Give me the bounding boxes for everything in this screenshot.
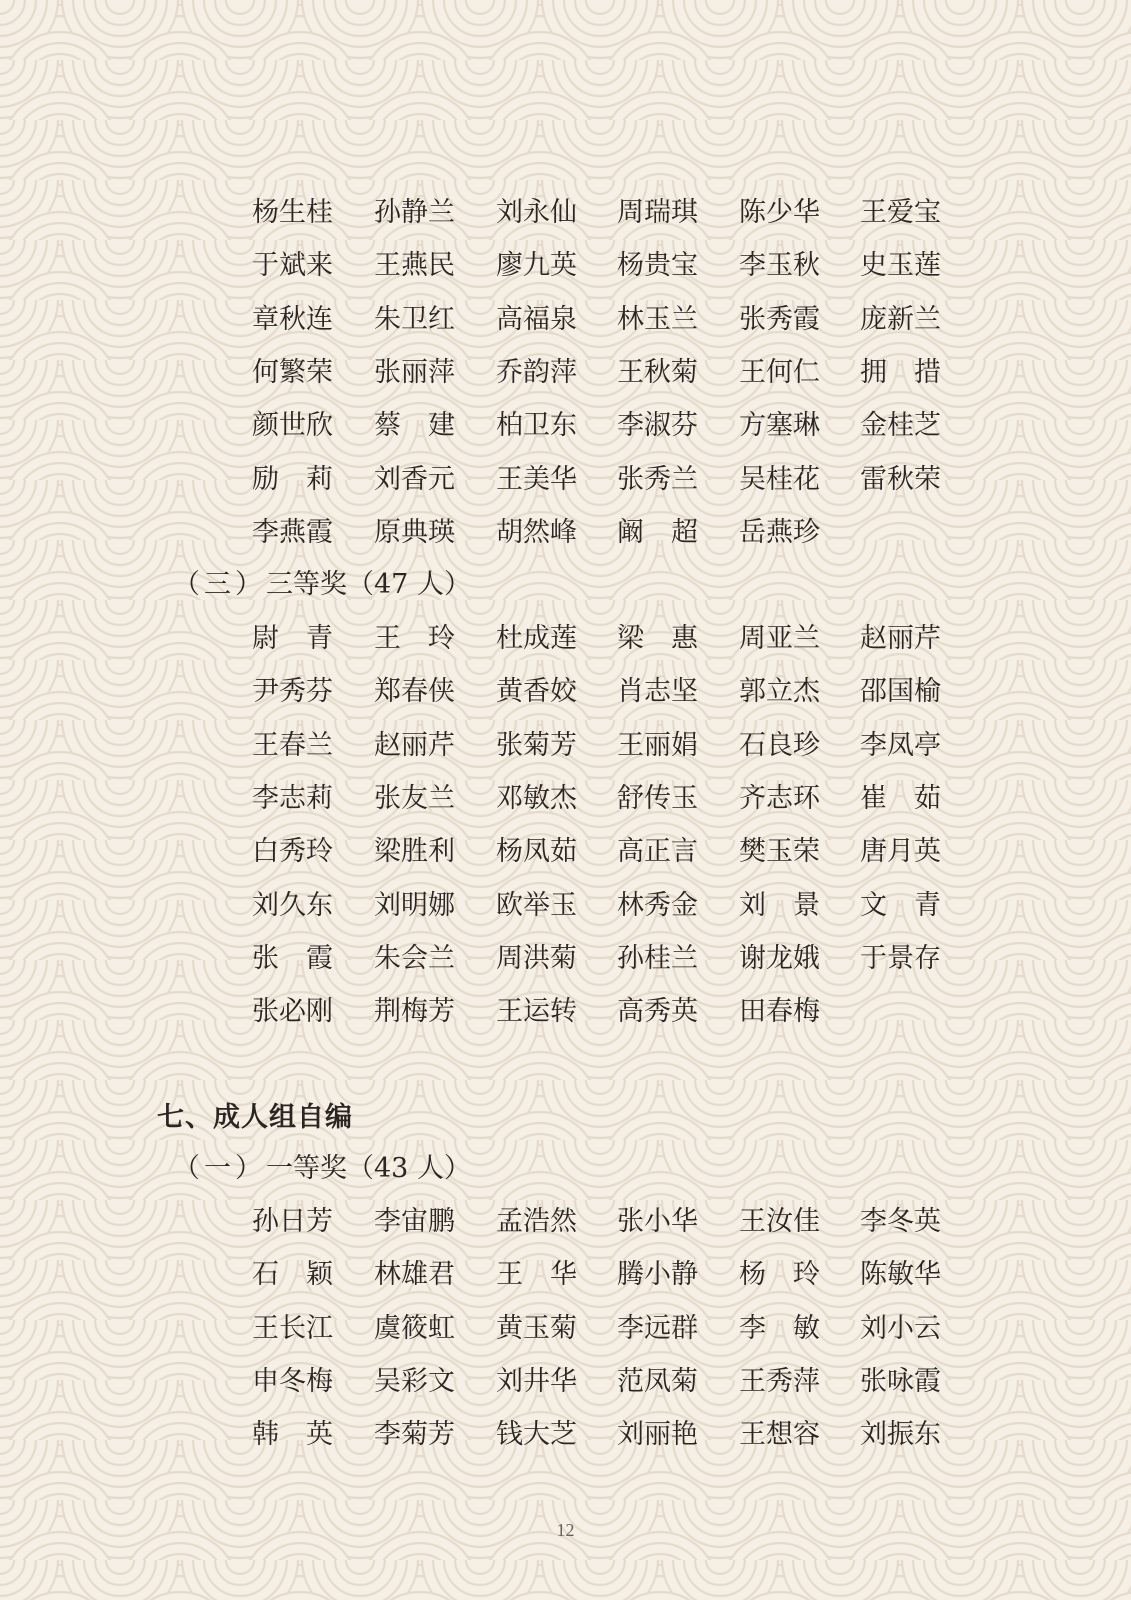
- name-row: [0, 1415, 1131, 1455]
- person-name: 吴桂花: [739, 463, 820, 495]
- person-name: 李宙鹏: [374, 1206, 455, 1237]
- name-row: [0, 672, 1131, 712]
- person-name: 王想容: [739, 1419, 820, 1451]
- person-name: 齐志环: [739, 782, 820, 814]
- person-name: 林玉兰: [617, 303, 698, 335]
- person-name: 乔韵萍: [496, 356, 577, 388]
- person-name: 王汝佳: [739, 1206, 820, 1237]
- person-name: 孙日芳: [252, 1206, 333, 1237]
- name-row: [0, 353, 1131, 393]
- first-prize-label: 一等奖（43 人）: [266, 1153, 471, 1184]
- person-name: 张丽萍: [374, 356, 455, 388]
- person-name: 肖志坚: [617, 676, 698, 708]
- person-name: 王何仁: [739, 356, 820, 388]
- name-row: [0, 939, 1131, 979]
- name-row: [0, 1362, 1131, 1402]
- person-name: 李志莉: [252, 782, 333, 814]
- person-name: 周亚兰: [739, 623, 820, 654]
- person-name: 谢龙娥: [739, 942, 820, 974]
- person-name: 孟浩然: [496, 1206, 577, 1237]
- person-name: 张秀兰: [617, 463, 698, 495]
- person-name: 申冬梅: [252, 1365, 333, 1397]
- person-name: 白秀玲: [252, 836, 333, 868]
- person-name: 赵丽芹: [374, 729, 455, 761]
- person-name: 虞筱虹: [374, 1312, 455, 1344]
- person-name: 李 敏: [739, 1312, 820, 1344]
- person-name: 王 华: [496, 1259, 577, 1291]
- person-name: 刘丽艳: [617, 1419, 698, 1451]
- person-name: 赵丽芹: [860, 623, 941, 654]
- person-name: 腾小静: [617, 1259, 698, 1291]
- name-row: [0, 513, 1131, 553]
- person-name: 孙静兰: [374, 197, 455, 228]
- name-row: [0, 246, 1131, 286]
- name-row: [0, 992, 1131, 1032]
- person-name: 刘小云: [860, 1312, 941, 1344]
- person-name: 范凤菊: [617, 1365, 698, 1397]
- person-name: 朱会兰: [374, 942, 455, 974]
- person-name: 李冬英: [860, 1206, 941, 1237]
- person-name: 李燕霞: [252, 516, 333, 548]
- person-name: 文 青: [860, 889, 941, 921]
- person-name: 黄香姣: [496, 676, 577, 708]
- person-name: 张咏霞: [860, 1365, 941, 1397]
- person-name: 李玉秋: [739, 250, 820, 282]
- person-name: 石良珍: [739, 729, 820, 761]
- name-row: [0, 460, 1131, 500]
- person-name: 张必刚: [252, 996, 333, 1028]
- person-name: 励 莉: [252, 463, 333, 495]
- person-name: 刘永仙: [496, 197, 577, 228]
- person-name: 荆梅芳: [374, 996, 455, 1028]
- person-name: 陈少华: [739, 197, 820, 228]
- person-name: 廖九英: [496, 250, 577, 282]
- person-name: 刘井华: [496, 1365, 577, 1397]
- person-name: 王运转: [496, 996, 577, 1028]
- name-row: [0, 406, 1131, 446]
- person-name: 黄玉菊: [496, 1312, 577, 1344]
- person-name: 杨贵宝: [617, 250, 698, 282]
- person-name: 张小华: [617, 1206, 698, 1237]
- person-name: 周瑞琪: [617, 197, 698, 228]
- person-name: 王美华: [496, 463, 577, 495]
- person-name: 李淑芬: [617, 410, 698, 442]
- person-name: 原典瑛: [374, 516, 455, 548]
- first-prize-marker: （一）: [173, 1153, 266, 1184]
- person-name: 邵国榆: [860, 676, 941, 708]
- person-name: 石 颖: [252, 1259, 333, 1291]
- person-name: 阚 超: [617, 516, 698, 548]
- person-name: 杨 玲: [739, 1259, 820, 1291]
- person-name: 林雄君: [374, 1259, 455, 1291]
- person-name: 李菊芳: [374, 1419, 455, 1451]
- person-name: 张 霞: [252, 942, 333, 974]
- person-name: 高秀英: [617, 996, 698, 1028]
- person-name: 朱卫红: [374, 303, 455, 335]
- name-row: [0, 619, 1131, 659]
- name-row: [0, 886, 1131, 926]
- person-name: 柏卫东: [496, 410, 577, 442]
- person-name: 杨凤茹: [496, 836, 577, 868]
- person-name: 钱大芝: [496, 1419, 577, 1451]
- name-row: [0, 1202, 1131, 1242]
- name-row: [0, 779, 1131, 819]
- name-row: [0, 832, 1131, 872]
- person-name: 于斌来: [252, 250, 333, 282]
- person-name: 刘香元: [374, 463, 455, 495]
- first-prize-heading: [173, 1149, 471, 1189]
- person-name: 李凤亭: [860, 729, 941, 761]
- person-name: 刘 景: [739, 889, 820, 921]
- person-name: 胡然峰: [496, 516, 577, 548]
- name-row: [0, 193, 1131, 233]
- person-name: 刘久东: [252, 889, 333, 921]
- person-name: 张秀霞: [739, 303, 820, 335]
- person-name: 岳燕珍: [739, 516, 820, 548]
- person-name: 李远群: [617, 1312, 698, 1344]
- person-name: 颜世欣: [252, 410, 333, 442]
- person-name: 王丽娟: [617, 729, 698, 761]
- person-name: 庞新兰: [860, 303, 941, 335]
- person-name: 王燕民: [374, 250, 455, 282]
- person-name: 郭立杰: [739, 676, 820, 708]
- person-name: 田春梅: [739, 996, 820, 1028]
- person-name: 蔡 建: [374, 410, 455, 442]
- person-name: 陈敏华: [860, 1259, 941, 1291]
- person-name: 吴彩文: [374, 1365, 455, 1397]
- person-name: 王春兰: [252, 729, 333, 761]
- person-name: 欧举玉: [496, 889, 577, 921]
- person-name: 方塞琳: [739, 410, 820, 442]
- name-row: [0, 726, 1131, 766]
- person-name: 高福泉: [496, 303, 577, 335]
- person-name: 张菊芳: [496, 729, 577, 761]
- person-name: 郑春侠: [374, 676, 455, 708]
- person-name: 樊玉荣: [739, 836, 820, 868]
- person-name: 杜成莲: [496, 623, 577, 654]
- name-row: [0, 1309, 1131, 1349]
- person-name: 拥 措: [860, 356, 941, 388]
- person-name: 韩 英: [252, 1419, 333, 1451]
- third-prize-marker: （三）: [173, 569, 266, 600]
- person-name: 孙桂兰: [617, 942, 698, 974]
- person-name: 梁胜利: [374, 836, 455, 868]
- person-name: 王秋菊: [617, 356, 698, 388]
- person-name: 崔 茹: [860, 782, 941, 814]
- person-name: 史玉莲: [860, 250, 941, 282]
- name-row: [0, 1255, 1131, 1295]
- person-name: 邓敏杰: [496, 782, 577, 814]
- person-name: 杨生桂: [252, 197, 333, 228]
- person-name: 唐月英: [860, 836, 941, 868]
- section-seven-title: 七、成人组自编: [157, 1102, 353, 1133]
- person-name: 刘振东: [860, 1419, 941, 1451]
- person-name: 王长江: [252, 1312, 333, 1344]
- page-number: 12: [556, 1520, 575, 1540]
- person-name: 王爱宝: [860, 197, 941, 228]
- person-name: 章秋连: [252, 303, 333, 335]
- person-name: 于景存: [860, 942, 941, 974]
- third-prize-label: 三等奖（47 人）: [266, 569, 471, 600]
- person-name: 王秀萍: [739, 1365, 820, 1397]
- person-name: 刘明娜: [374, 889, 455, 921]
- person-name: 金桂芝: [860, 410, 941, 442]
- third-prize-heading: [173, 565, 471, 605]
- person-name: 张友兰: [374, 782, 455, 814]
- name-row: [0, 300, 1131, 340]
- person-name: 雷秋荣: [860, 463, 941, 495]
- person-name: 王 玲: [374, 623, 455, 654]
- person-name: 舒传玉: [617, 782, 698, 814]
- person-name: 高正言: [617, 836, 698, 868]
- person-name: 周洪菊: [496, 942, 577, 974]
- person-name: 林秀金: [617, 889, 698, 921]
- person-name: 尹秀芬: [252, 676, 333, 708]
- person-name: 何繁荣: [252, 356, 333, 388]
- person-name: 梁 惠: [617, 623, 698, 654]
- person-name: 尉 青: [252, 623, 333, 654]
